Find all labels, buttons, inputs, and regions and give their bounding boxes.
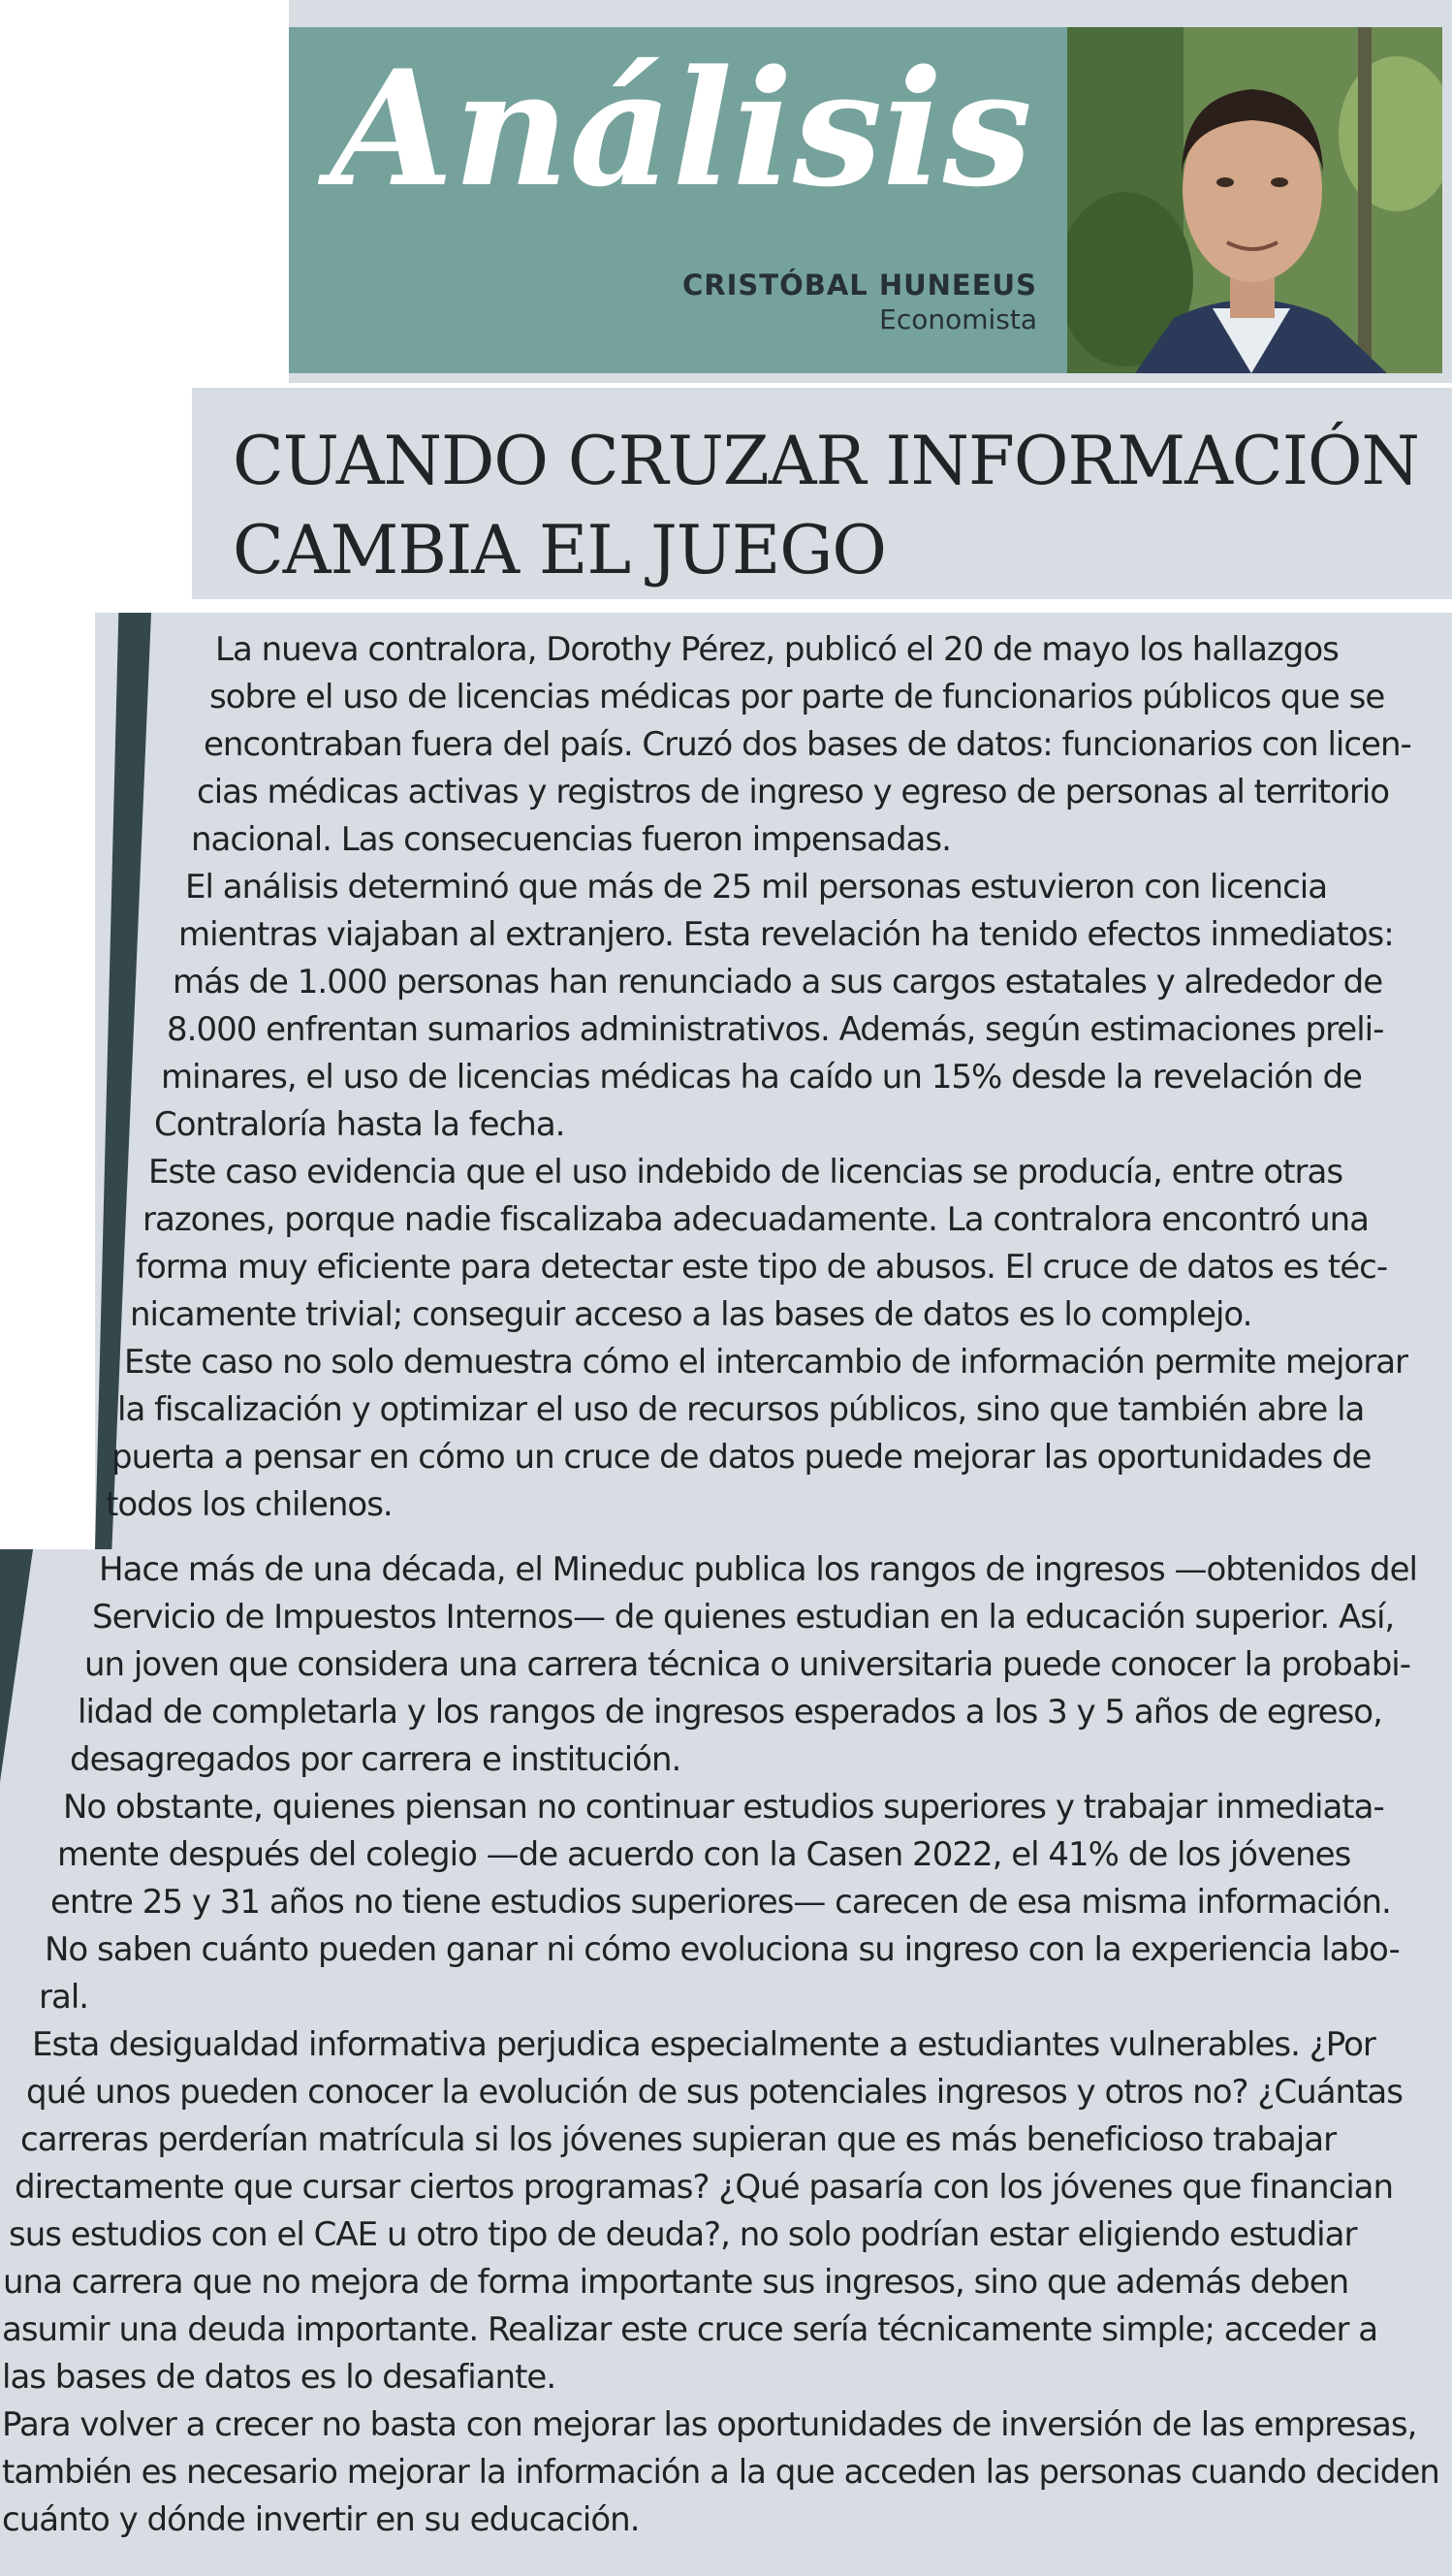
photo-eye-left [1216,177,1234,187]
body-line: una carrera que no mejora de forma importante sus ingresos, sino que además deben [3,2263,1349,2302]
body-line: directamente que cursar ciertos programas? ¿Qué pasaría con los jóvenes que financian [15,2168,1394,2207]
body-line: No obstante, quienes piensan no continuar estudios superiores y trabajar inmediata- [63,1788,1384,1827]
body-line: entre 25 y 31 años no tiene estudios superiores— carecen de esa misma información. [50,1883,1391,1922]
body-line: razones, porque nadie fiscalizaba adecuadamente. La contralora encontró una [142,1200,1370,1239]
body-line: todos los chilenos. [106,1485,393,1524]
body-line: un joven que considera una carrera técnica o universitaria puede conocer la probabi- [84,1645,1411,1684]
body-line: más de 1.000 personas han renunciado a sus cargos estatales y alrededor de [173,963,1383,1002]
author-name: CRISTÓBAL HUNEEUS [682,269,1037,302]
author-block [682,268,1037,337]
headline [233,417,1419,595]
header-box [289,27,1067,373]
body-line: nacional. Las consecuencias fueron impensadas. [191,820,951,859]
headline-line-2: CAMBIA EL JUEGO [233,512,886,589]
body-line: Para volver a crecer no basta con mejorar las oportunidades de inversión de las empresas, [2,2405,1417,2444]
body-line: ral. [39,1978,89,2017]
body-line: qué unos pueden conocer la evolución de sus potenciales ingresos y otros no? ¿Cuántas [26,2073,1403,2112]
body-line: cuánto y dónde invertir en su educación. [2,2500,640,2539]
body-line: Servicio de Impuestos Internos— de quienes estudian en la educación superior. Así, [92,1598,1395,1637]
body-line: las bases de datos es lo desafiante. [2,2358,556,2397]
body-line: carreras perderían matrícula si los jóvenes supieran que es más beneficioso trabajar [20,2120,1337,2159]
body-line: No saben cuánto pueden ganar ni cómo evoluciona su ingreso con la experiencia labo- [45,1930,1400,1969]
body-line: Este caso no solo demuestra cómo el intercambio de información permite mejorar [124,1343,1408,1382]
headline-box [192,388,1452,599]
body-line: asumir una deuda importante. Realizar este cruce sería técnicamente simple; acceder a [2,2310,1378,2349]
body-line: cias médicas activas y registros de ingreso y egreso de personas al territorio [197,773,1390,811]
body-line: lidad de completarla y los rangos de ingresos esperados a los 3 y 5 años de egreso, [78,1693,1382,1732]
photo-trunk [1358,27,1372,373]
author-photo [1067,27,1442,373]
body-line: Hace más de una década, el Mineduc publica los rangos de ingresos —obtenidos del [99,1550,1417,1589]
body-line: forma muy eficiente para detectar este tipo de abusos. El cruce de datos es téc- [136,1248,1388,1287]
body-line: minares, el uso de licencias médicas ha caído un 15% desde la revelación de [161,1058,1362,1097]
body-line: Este caso evidencia que el uso indebido de licencias se producía, entre otras [148,1153,1343,1192]
body-line: puerta a pensar en cómo un cruce de datos puede mejorar las oportunidades de [111,1438,1372,1477]
body-line: desagregados por carrera e institución. [70,1740,681,1779]
body-line: Contraloría hasta la fecha. [154,1105,565,1144]
body-line: El análisis determinó que más de 25 mil personas estuvieron con licencia [185,868,1328,906]
body-line: 8.000 enfrentan sumarios administrativos. Además, según estimaciones preli- [167,1010,1384,1049]
body-line: mientras viajaban al extranjero. Esta revelación ha tenido efectos inmediatos: [178,915,1394,954]
body-line: encontraban fuera del país. Cruzó dos bases de datos: funcionarios con licen- [204,725,1411,764]
body-line: mente después del colegio —de acuerdo con la Casen 2022, el 41% de los jóvenes [57,1835,1351,1874]
section-title: Análisis [330,35,1032,222]
body-line: sobre el uso de licencias médicas por parte de funcionarios públicos que se [209,678,1385,716]
body-line: La nueva contralora, Dorothy Pérez, publicó el 20 de mayo los hallazgos [215,630,1339,669]
author-role: Economista [879,303,1037,335]
body-line: sus estudios con el CAE u otro tipo de deuda?, no solo podrían estar eligiendo estudiar [9,2215,1357,2254]
headline-line-1: CUANDO CRUZAR INFORMACIÓN [233,423,1419,500]
body-line: nicamente trivial; conseguir acceso a las bases de datos es lo complejo. [130,1295,1252,1334]
body-line: Esta desigualdad informativa perjudica especialmente a estudiantes vulnerables. ¿Por [32,2025,1375,2064]
body-line: también es necesario mejorar la información a la que acceden las personas cuando deciden [2,2453,1439,2492]
body-line: la fiscalización y optimizar el uso de recursos públicos, sino que también abre la [117,1390,1365,1429]
photo-eye-right [1271,177,1288,187]
